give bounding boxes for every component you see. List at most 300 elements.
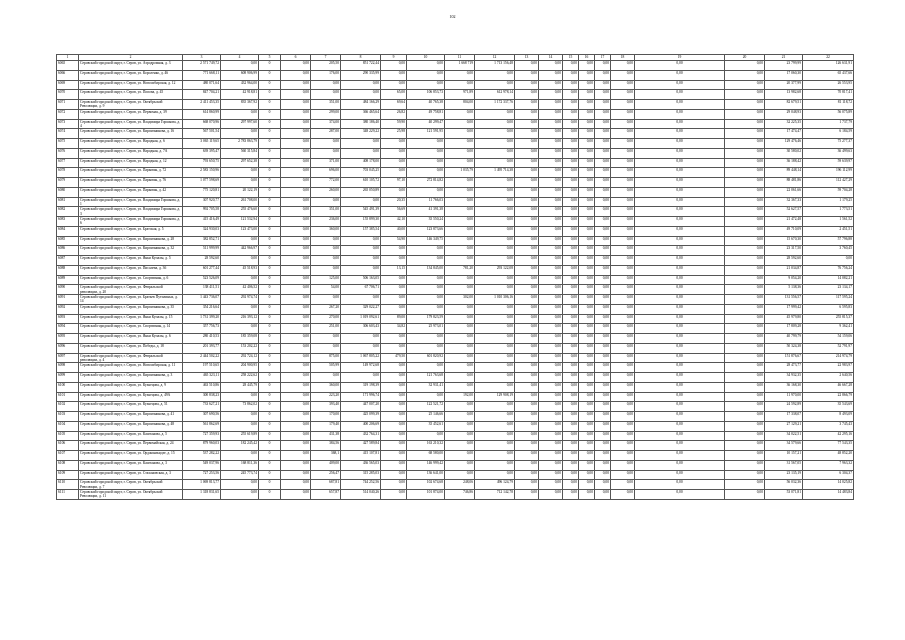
value-cell: 0,00 (611, 470, 635, 480)
value-cell: 315 285,03 (341, 470, 381, 480)
value-cell: 0,00 (281, 119, 311, 129)
value-cell: 0 (259, 158, 281, 168)
value-cell: 0,00 (595, 441, 611, 451)
value-cell: 1 179,25 (803, 197, 854, 207)
register-table-container (56, 54, 853, 500)
value-cell: 847 704,21 (183, 90, 221, 100)
value-cell: 875,00 (311, 353, 341, 363)
value-cell: 0,00 (611, 373, 635, 383)
value-cell: 0,00 (579, 187, 595, 197)
value-cell: 0,00 (635, 226, 725, 236)
value-cell: 0,00 (725, 451, 765, 461)
address-cell: Серовский городской округ, г. Серов, ул. Владимира Горшкова, д. 3 (79, 207, 183, 217)
value-cell: 0,00 (595, 207, 611, 217)
value-cell: 0,00 (475, 353, 515, 363)
value-cell: 214 974,79 (803, 353, 854, 363)
column-number-header: 11 (445, 55, 475, 61)
value-cell: 299,00 (311, 109, 341, 119)
value-cell: 0,00 (221, 412, 259, 422)
value-cell: 992 705,58 (183, 207, 221, 217)
value-cell: 0,00 (725, 256, 765, 266)
value-cell: 0,00 (635, 363, 725, 373)
value-cell: 0,00 (595, 90, 611, 100)
value-cell: 0,00 (595, 197, 611, 207)
table-body (57, 61, 854, 500)
value-cell: 0,00 (445, 334, 475, 344)
value-cell: 0,00 (475, 217, 515, 227)
address-cell: Серовский городской округ, г. Серов, ул. Братская, д. 5 (79, 226, 183, 236)
value-cell: 0,00 (381, 158, 407, 168)
column-number-header: 4 (221, 55, 259, 61)
value-cell: 0,00 (563, 334, 579, 344)
value-cell: 0 (259, 324, 281, 334)
value-cell: 290 335,99 (341, 70, 381, 80)
value-cell: 0,00 (407, 275, 445, 285)
value-cell: 0,00 (579, 480, 595, 490)
value-cell: 0,00 (579, 324, 595, 334)
value-cell: 171 996,74 (341, 392, 381, 402)
value-cell: 32 367,33 (765, 197, 803, 207)
address-cell: Серовский городской округ, г. Серов, ул. Парковая, д. 76 (79, 178, 183, 188)
value-cell: 0,00 (611, 431, 635, 441)
value-cell: 32 931,41 (407, 382, 445, 392)
value-cell: 0,00 (515, 343, 539, 353)
column-number-header: 9 (381, 55, 407, 61)
value-cell: 0,00 (281, 197, 311, 207)
value-cell: 0,00 (725, 217, 765, 227)
value-cell: 302,00 (445, 295, 475, 305)
value-cell: 0,00 (475, 158, 515, 168)
value-cell: 0,00 (539, 109, 563, 119)
value-cell: 20 122,19 (221, 187, 259, 197)
table-row (57, 129, 854, 139)
value-cell: 0,00 (635, 70, 725, 80)
value-cell: 0,00 (635, 80, 725, 90)
value-cell: 0,00 (563, 363, 579, 373)
value-cell: 360,00 (311, 226, 341, 236)
value-cell: 179 823,59 (407, 314, 445, 324)
value-cell: 506 163,05 (341, 275, 381, 285)
value-cell: 170,00 (311, 412, 341, 422)
value-cell: 0,00 (611, 275, 635, 285)
value-cell: 0 (259, 148, 281, 158)
value-cell: 0,00 (381, 392, 407, 402)
value-cell: 0,00 (381, 470, 407, 480)
row-id-cell: 6079 (57, 178, 79, 188)
value-cell: 432 964,00 (221, 80, 259, 90)
value-cell: 447 007,20 (341, 402, 381, 412)
value-cell: 374,00 (311, 119, 341, 129)
address-cell: Серовский городской округ, г. Серов, ул. Народная, д. 7А (79, 148, 183, 158)
value-cell: 0,00 (515, 178, 539, 188)
value-cell: 0,00 (635, 139, 725, 149)
value-cell: 0,00 (311, 343, 341, 353)
value-cell: 0,00 (539, 70, 563, 80)
value-cell: 0 (259, 80, 281, 90)
value-cell: 0,00 (445, 207, 475, 217)
address-cell: Серовский городской округ, г. Серов, ул. Орджоникидзе, д. 15 (79, 451, 183, 461)
value-cell: 496 124,79 (475, 480, 515, 490)
value-cell: 267,20 (311, 304, 341, 314)
value-cell: 0,00 (579, 256, 595, 266)
table-row (57, 421, 854, 431)
value-cell: 70 817,41 (803, 90, 854, 100)
value-cell: 0,00 (595, 265, 611, 275)
value-cell: 146 999,42 (407, 460, 445, 470)
address-cell: Серовский городской округ, г. Серов, ул. Февральской революции, д. 4 (79, 353, 183, 363)
value-cell: 22 866,79 (803, 392, 854, 402)
table-row (57, 178, 854, 188)
value-cell: 0,00 (725, 275, 765, 285)
address-cell: Серовский городской округ, г. Серов, ул. Кирпичникова, д. 35 (79, 304, 183, 314)
value-cell: 0,00 (341, 80, 381, 90)
value-cell: 0,00 (407, 158, 445, 168)
value-cell: 0,00 (635, 148, 725, 158)
value-cell: 0,00 (635, 480, 725, 490)
value-cell: 306 603,43 (341, 324, 381, 334)
value-cell: 523 526,09 (183, 275, 221, 285)
address-cell: Серовский городской округ, г. Серов, ул. Аэродромная, д. 3 (79, 61, 183, 71)
row-id-cell: 6071 (57, 100, 79, 110)
row-id-cell: 6102 (57, 402, 79, 412)
value-cell: 0,00 (311, 295, 341, 305)
table-row (57, 412, 854, 422)
value-cell: 35 543,69 (803, 402, 854, 412)
value-cell: 0,00 (475, 460, 515, 470)
value-cell: 0,00 (595, 314, 611, 324)
value-cell: 0,00 (407, 392, 445, 402)
value-cell: 0,00 (445, 402, 475, 412)
row-id-cell: 6085 (57, 236, 79, 246)
value-cell: 0,00 (381, 363, 407, 373)
value-cell: 6 595,83 (803, 304, 854, 314)
row-id-cell: 6087 (57, 256, 79, 266)
value-cell: 0,00 (475, 324, 515, 334)
value-cell: 0,00 (611, 460, 635, 470)
value-cell: 248,06 (445, 480, 475, 490)
value-cell: 0,00 (563, 402, 579, 412)
row-id-cell: 6097 (57, 353, 79, 363)
value-cell: 0,00 (725, 265, 765, 275)
value-cell: 129 908,19 (475, 392, 515, 402)
value-cell: 0,00 (563, 441, 579, 451)
value-cell: 0,00 (445, 421, 475, 431)
value-cell: 0,00 (635, 275, 725, 285)
value-cell: 0,00 (579, 363, 595, 373)
value-cell: 223,20 (311, 392, 341, 402)
value-cell: 8 493,09 (803, 412, 854, 422)
value-cell: 368,1 (311, 451, 341, 461)
value-cell: 775 120,81 (183, 187, 221, 197)
value-cell: 196 112,99 (803, 168, 854, 178)
value-cell: 727 253,56 (183, 470, 221, 480)
value-cell: 121 763,68 (407, 373, 445, 383)
value-cell: 0,00 (445, 431, 475, 441)
value-cell: 0,00 (475, 412, 515, 422)
value-cell: 0,00 (611, 441, 635, 451)
value-cell: 0,00 (579, 148, 595, 158)
value-cell: 0,00 (281, 129, 311, 139)
value-cell: 0 (259, 285, 281, 295)
value-cell: 35 452,61 (407, 421, 445, 431)
value-cell: 52 791,97 (803, 343, 854, 353)
column-number-header: 10 (407, 55, 445, 61)
value-cell: 0 (259, 236, 281, 246)
value-cell: 0,00 (579, 441, 595, 451)
value-cell: 0,00 (539, 480, 563, 490)
value-cell: 17 338,07 (765, 412, 803, 422)
value-cell: 0,00 (563, 197, 579, 207)
value-cell: 0,00 (475, 431, 515, 441)
value-cell: 0,00 (281, 217, 311, 227)
value-cell: 0,00 (725, 373, 765, 383)
value-cell: 0,00 (539, 392, 563, 402)
value-cell: 1 713 156,48 (475, 61, 515, 71)
row-id-cell: 6088 (57, 265, 79, 275)
row-id-cell: 6106 (57, 441, 79, 451)
value-cell: 0,00 (579, 421, 595, 431)
value-cell: 0,00 (563, 148, 579, 158)
value-cell: 0,00 (445, 158, 475, 168)
value-cell: 23 134,17 (803, 285, 854, 295)
value-cell: 34 022,51 (765, 431, 803, 441)
value-cell: 463 510,86 (183, 382, 221, 392)
value-cell: 1 668 719 (445, 61, 475, 71)
value-cell: 236,00 (311, 217, 341, 227)
value-cell: 0,00 (725, 236, 765, 246)
value-cell: 0,00 (579, 129, 595, 139)
value-cell: 2 444 502,22 (183, 353, 221, 363)
value-cell: 561 862,69 (183, 421, 221, 431)
value-cell: 0,00 (539, 158, 563, 168)
value-cell: 54,00 (311, 285, 341, 295)
value-cell: 123 873,66 (407, 226, 445, 236)
address-cell: Серовский городской округ, г. Серов, ул. Писалева, д. 36 (79, 265, 183, 275)
table-row (57, 187, 854, 197)
value-cell: 0,00 (445, 382, 475, 392)
value-cell: 0,00 (475, 226, 515, 236)
address-cell: Серовский городской округ, г. Серов, ул. Народная, д. 12 (79, 158, 183, 168)
value-cell: 0,00 (475, 285, 515, 295)
value-cell: 0,00 (563, 207, 579, 217)
table-row (57, 363, 854, 373)
value-cell: 28 445,79 (221, 382, 259, 392)
value-cell: 0,00 (539, 295, 563, 305)
value-cell: 2 451,51 (803, 226, 854, 236)
value-cell: 329 022,27 (341, 304, 381, 314)
value-cell: 0,00 (725, 285, 765, 295)
value-cell: 0,00 (381, 275, 407, 285)
value-cell: 0,00 (611, 226, 635, 236)
value-cell: 0,00 (445, 226, 475, 236)
register-table (56, 54, 854, 500)
value-cell: 0,00 (635, 100, 725, 110)
value-cell: 0,00 (515, 129, 539, 139)
value-cell: 36 499,63 (803, 148, 854, 158)
value-cell: 0,00 (381, 460, 407, 470)
value-cell: 0,00 (595, 412, 611, 422)
column-number-header: 8 (341, 55, 381, 61)
value-cell: 300 838,23 (183, 392, 221, 402)
value-cell: 0,00 (539, 421, 563, 431)
value-cell: 0,00 (539, 460, 563, 470)
row-id-cell: 6100 (57, 382, 79, 392)
value-cell: 0,00 (635, 421, 725, 431)
value-cell: 0,00 (579, 285, 595, 295)
value-cell: 0,00 (725, 363, 765, 373)
value-cell: 0,00 (611, 285, 635, 295)
value-cell: 0,00 (725, 158, 765, 168)
value-cell: 0,00 (311, 139, 341, 149)
value-cell: 5 138,36 (765, 285, 803, 295)
table-row (57, 295, 854, 305)
column-number-header: 22 (803, 55, 854, 61)
value-cell: 32 225,35 (765, 119, 803, 129)
value-cell: 0,00 (563, 324, 579, 334)
value-cell: 0,00 (281, 295, 311, 305)
value-cell: 0,00 (611, 265, 635, 275)
value-cell: 0,00 (539, 265, 563, 275)
value-cell: 0,00 (407, 80, 445, 90)
value-cell: 0,00 (595, 70, 611, 80)
value-cell: 0,00 (515, 304, 539, 314)
address-cell: Серовский городской округ, г. Серов, ул. Кузнецова, д. 51 (79, 402, 183, 412)
table-row (57, 61, 854, 71)
value-cell: 0 (259, 187, 281, 197)
value-cell: 771 668,11 (183, 70, 221, 80)
value-cell: 1 731 399,20 (183, 314, 221, 324)
value-cell: 0,00 (635, 441, 725, 451)
value-cell: 21 034,87 (765, 265, 803, 275)
value-cell: 0,00 (445, 236, 475, 246)
value-cell: 781,20 (445, 265, 475, 275)
column-number-header: 2 (79, 55, 183, 61)
value-cell: 0,00 (611, 178, 635, 188)
value-cell: 0,00 (281, 441, 311, 451)
value-cell: 0,00 (515, 265, 539, 275)
value-cell: 258 222,62 (221, 373, 259, 383)
value-cell: 0,00 (595, 304, 611, 314)
value-cell: 0,00 (595, 480, 611, 490)
value-cell: 0,00 (725, 139, 765, 149)
value-cell: 0,00 (311, 246, 341, 256)
value-cell: 0,00 (539, 197, 563, 207)
value-cell: 0,00 (595, 402, 611, 412)
address-cell: Серовский городской округ, г. Серов, ул. Кирпичникова, д. 48 (79, 421, 183, 431)
value-cell: 0,00 (595, 431, 611, 441)
table-row (57, 256, 854, 266)
value-cell: 0,00 (579, 158, 595, 168)
value-cell: 0,00 (611, 119, 635, 129)
value-cell: 703 045,25 (341, 168, 381, 178)
value-cell: 0,00 (445, 324, 475, 334)
value-cell: 0 (259, 480, 281, 490)
value-cell: 879 960,03 (183, 441, 221, 451)
value-cell: 0,00 (635, 119, 725, 129)
value-cell: 42 406,52 (221, 285, 259, 295)
value-cell: 34,82 (381, 324, 407, 334)
value-cell: 20 377,99 (765, 80, 803, 90)
value-cell: 431,38 (311, 431, 341, 441)
row-id-cell: 6095 (57, 334, 79, 344)
value-cell: 0,00 (515, 334, 539, 344)
value-cell: 67 706,71 (341, 285, 381, 295)
value-cell: 0,00 (595, 451, 611, 461)
value-cell: 0,00 (515, 275, 539, 285)
value-cell: 0 (259, 207, 281, 217)
value-cell: 122 521,72 (407, 402, 445, 412)
value-cell: 168 811,36 (221, 460, 259, 470)
value-cell: 0,00 (341, 139, 381, 149)
value-cell: 0,00 (563, 314, 579, 324)
row-id-cell: 6072 (57, 109, 79, 119)
value-cell: 0 (259, 392, 281, 402)
value-cell: 1 318 831,65 (183, 490, 221, 500)
value-cell: 0,00 (381, 285, 407, 295)
value-cell: 0,00 (725, 402, 765, 412)
value-cell: 0,00 (579, 304, 595, 314)
value-cell: 6 184,59 (803, 129, 854, 139)
value-cell: 0,00 (407, 61, 445, 71)
value-cell: 0,00 (475, 246, 515, 256)
value-cell: 0,00 (381, 402, 407, 412)
value-cell: 0,00 (341, 373, 381, 383)
value-cell: 0,00 (445, 187, 475, 197)
value-cell: 0,00 (221, 109, 259, 119)
value-cell: 0 (259, 343, 281, 353)
value-cell: 0,00 (341, 256, 381, 266)
value-cell: 0,00 (381, 61, 407, 71)
value-cell: 46 667,28 (803, 382, 854, 392)
value-cell: 537 282,22 (183, 451, 221, 461)
value-cell: 0,00 (579, 314, 595, 324)
value-cell: 400 206,69 (341, 421, 381, 431)
value-cell: 0,00 (381, 80, 407, 90)
value-cell: 0,00 (579, 109, 595, 119)
value-cell: 0,00 (725, 61, 765, 71)
value-cell: 415 416,49 (183, 217, 221, 227)
value-cell: 408 178,00 (341, 158, 381, 168)
value-cell: 0,00 (221, 490, 259, 500)
value-cell: 123 473,00 (221, 226, 259, 236)
value-cell: 612 978,14 (475, 90, 515, 100)
value-cell: 0,00 (281, 334, 311, 344)
value-cell: 0,00 (563, 168, 579, 178)
value-cell: 0,00 (475, 256, 515, 266)
value-cell: 0,00 (515, 392, 539, 402)
row-id-cell: 6077 (57, 158, 79, 168)
row-id-cell: 6084 (57, 226, 79, 236)
value-cell: 0,00 (725, 187, 765, 197)
value-cell: 0,00 (445, 129, 475, 139)
value-cell: 0,00 (595, 148, 611, 158)
value-cell: 0,00 (611, 324, 635, 334)
value-cell: 409,00 (311, 460, 341, 470)
value-cell: 0,00 (539, 441, 563, 451)
value-cell: 0,00 (635, 451, 725, 461)
value-cell: 0,00 (595, 373, 611, 383)
value-cell: 68 580,00 (407, 451, 445, 461)
table-row (57, 304, 854, 314)
value-cell: 28 592,60 (183, 256, 221, 266)
row-id-cell: 6101 (57, 392, 79, 402)
value-cell: 0,00 (445, 285, 475, 295)
value-cell: 480 071,64 (183, 80, 221, 90)
value-cell: 0,00 (635, 246, 725, 256)
value-cell: 0,00 (611, 80, 635, 90)
value-cell: 0,00 (611, 217, 635, 227)
value-cell: 0,00 (803, 256, 854, 266)
